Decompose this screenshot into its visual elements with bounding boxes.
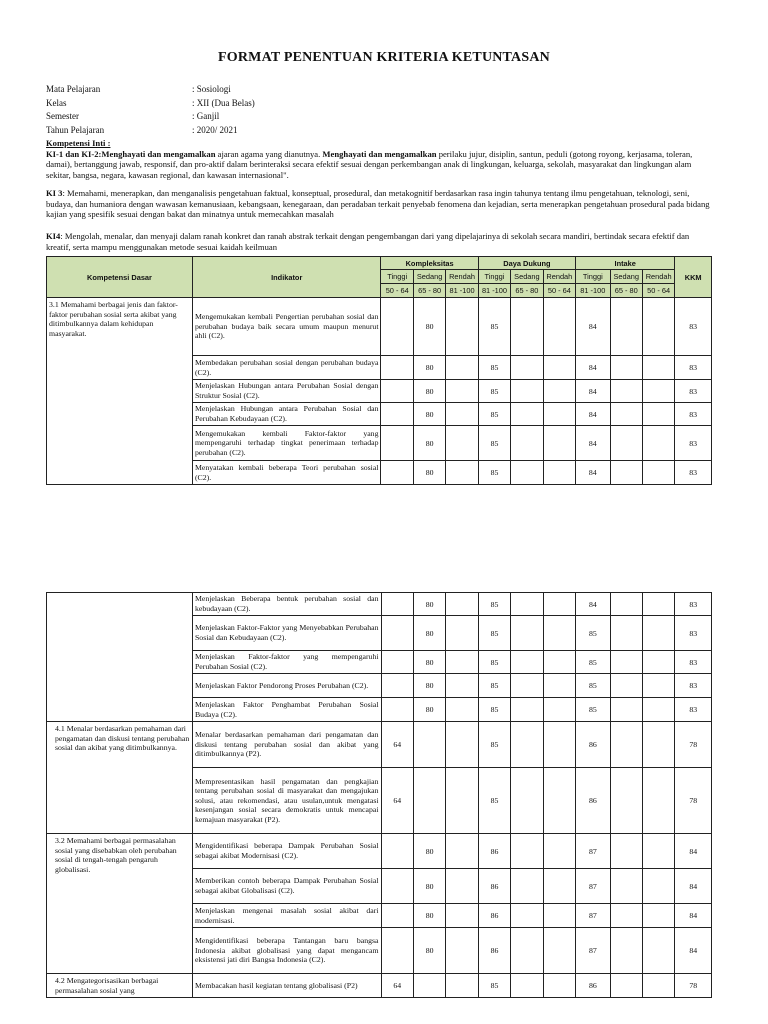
ki-4-paragraph <box>46 231 712 252</box>
table-row <box>47 722 712 768</box>
score-cell <box>610 616 642 651</box>
score-cell <box>446 593 478 616</box>
score-cell: 80 <box>413 904 445 928</box>
score-cell <box>543 380 575 403</box>
score-cell <box>610 356 642 380</box>
header-range: 50 - 64 <box>381 284 413 298</box>
score-cell <box>446 768 478 834</box>
indikator-cell: Menjelaskan Hubungan antara Perubahan Sosial dan Perubahan Kebudayaan (C2). <box>192 403 381 426</box>
score-cell: 80 <box>413 593 445 616</box>
header-level: Tinggi <box>381 270 413 284</box>
meta-label: Kelas <box>46 97 67 108</box>
score-cell <box>642 356 674 380</box>
header-level: Tinggi <box>576 270 610 284</box>
score-cell: 86 <box>478 928 510 974</box>
score-cell <box>381 674 413 698</box>
indikator-cell: Mengemukakan kembali Pengertian perubahan sosial dan perubahan budaya baik secara umum maupun menurut ahli (C2). <box>192 298 381 356</box>
table-row <box>47 298 712 356</box>
header-level: Tinggi <box>478 270 510 284</box>
kkm-cell: 83 <box>675 651 712 674</box>
score-cell: 85 <box>478 403 510 426</box>
score-cell <box>610 593 642 616</box>
score-cell: 80 <box>413 461 445 485</box>
meta-value: : Sosiologi <box>192 84 231 94</box>
score-cell <box>381 426 413 461</box>
score-cell <box>643 722 675 768</box>
score-cell: 80 <box>413 426 445 461</box>
kkm-cell: 83 <box>675 461 712 485</box>
score-cell: 85 <box>576 651 610 674</box>
header-range: 50 - 64 <box>642 284 674 298</box>
score-cell: 84 <box>576 426 610 461</box>
kkm-cell: 78 <box>675 768 712 834</box>
kkm-cell: 83 <box>675 356 712 380</box>
score-cell <box>643 616 675 651</box>
score-cell: 85 <box>478 768 510 834</box>
indikator-cell: Menjelaskan mengenai masalah sosial akibat dari modernisasi. <box>192 904 381 928</box>
score-cell: 86 <box>576 722 610 768</box>
header-range: 65 - 80 <box>511 284 543 298</box>
score-cell: 85 <box>576 674 610 698</box>
score-cell: 85 <box>478 616 510 651</box>
kkm-cell: 84 <box>675 928 712 974</box>
score-cell <box>543 928 575 974</box>
score-cell <box>610 426 642 461</box>
score-cell <box>511 356 543 380</box>
score-cell: 85 <box>478 593 510 616</box>
score-cell <box>511 974 543 998</box>
indikator-cell: Mempresentasikan hasil pengamatan dan pengkajian tentang perubahan sosial di masyarakat dan mengajukan solusi, atau rekomendasi, atau usulan,untuk mengatasi kesenjangan sosial secara demokratis untuk mencapai kemajuan masyarakat (P2). <box>192 768 381 834</box>
indikator-cell: Menjelaskan Faktor-Faktor yang Menyebabkan Perubahan Sosial dan Kebudayaan (C2). <box>192 616 381 651</box>
score-cell <box>610 380 642 403</box>
meta-row-year <box>46 124 255 138</box>
score-cell: 85 <box>478 461 510 485</box>
score-cell <box>413 974 445 998</box>
score-cell <box>381 651 413 674</box>
header-level: Sedang <box>511 270 543 284</box>
score-cell <box>381 298 413 356</box>
score-cell <box>511 616 543 651</box>
score-cell <box>543 768 575 834</box>
indikator-cell: Menjelaskan Faktor-faktor yang mempengaruhi Perubahan Sosial (C2). <box>192 651 381 674</box>
header-kd: Kompetensi Dasar <box>47 257 193 298</box>
score-cell <box>610 768 642 834</box>
score-cell <box>446 298 478 356</box>
score-cell: 86 <box>576 768 610 834</box>
kkm-table-part-2 <box>46 592 712 998</box>
score-cell <box>511 298 543 356</box>
score-cell <box>511 593 543 616</box>
score-cell: 86 <box>478 904 510 928</box>
score-cell: 80 <box>413 698 445 722</box>
score-cell: 85 <box>576 698 610 722</box>
score-cell <box>543 651 575 674</box>
table-row <box>47 834 712 869</box>
score-cell: 80 <box>413 928 445 974</box>
score-cell: 64 <box>381 768 413 834</box>
score-cell <box>511 869 543 904</box>
kompetensi-dasar-cell: 4.2 Mengategorisasikan berbagai permasalahan sosial yang <box>47 974 193 998</box>
score-cell <box>511 904 543 928</box>
score-cell: 85 <box>478 974 510 998</box>
score-cell: 85 <box>478 674 510 698</box>
score-cell <box>610 461 642 485</box>
score-cell: 64 <box>381 974 413 998</box>
score-cell <box>446 616 478 651</box>
score-cell <box>446 651 478 674</box>
score-cell <box>610 869 642 904</box>
score-cell: 87 <box>576 869 610 904</box>
indikator-cell: Menjelaskan Beberapa bentuk perubahan sosial dan kebudayaan (C2). <box>192 593 381 616</box>
score-cell: 80 <box>413 403 445 426</box>
header-level: Rendah <box>543 270 575 284</box>
score-cell <box>446 722 478 768</box>
score-cell: 84 <box>576 356 610 380</box>
score-cell <box>643 768 675 834</box>
score-cell <box>511 426 543 461</box>
score-cell <box>543 722 575 768</box>
score-cell <box>543 426 575 461</box>
score-cell: 84 <box>576 380 610 403</box>
ki-tag: KI4 <box>46 231 61 241</box>
ki-1-2-paragraph <box>46 149 712 181</box>
score-cell: 85 <box>478 426 510 461</box>
meta-label: Tahun Pelajaran <box>46 124 105 135</box>
header-level: Rendah <box>642 270 674 284</box>
score-cell <box>511 403 543 426</box>
indikator-cell: Mengidentifikasi beberapa Tantangan baru bangsa Indonesia akibat globalisasi yang dapat mengancam eksistensi jati diri Bangsa Indonesia (C2). <box>192 928 381 974</box>
score-cell: 85 <box>478 356 510 380</box>
meta-label: Semester <box>46 111 79 121</box>
indikator-cell: Menjelaskan Faktor Penghambat Perubahan Sosial Budaya (C2). <box>192 698 381 722</box>
header-kompleksitas: Kompleksitas <box>381 257 478 270</box>
score-cell <box>446 356 478 380</box>
header-range: 81 -100 <box>478 284 510 298</box>
score-cell: 85 <box>478 298 510 356</box>
score-cell <box>446 426 478 461</box>
score-cell <box>381 928 413 974</box>
score-cell <box>543 974 575 998</box>
ki-emphasis: Menghayati dan mengamalkan <box>322 148 437 159</box>
score-cell <box>543 593 575 616</box>
score-cell <box>446 403 478 426</box>
score-cell <box>511 834 543 869</box>
indikator-cell: Menyatakan kembali beberapa Teori perubahan sosial (C2). <box>192 461 381 485</box>
score-cell <box>511 768 543 834</box>
kompetensi-dasar-cell: 3.2 Memahami berbagai permasalahan sosial yang disebabkan oleh perubahan sosial di tengah-tengah pengaruh globalisasi. <box>47 834 193 974</box>
score-cell <box>381 356 413 380</box>
header-level: Rendah <box>446 270 478 284</box>
table-row <box>47 974 712 998</box>
score-cell: 87 <box>576 904 610 928</box>
indikator-cell: Memberikan contoh beberapa Dampak Perubahan Sosial sebagai akibat Globalisasi (C2). <box>192 869 381 904</box>
score-cell <box>643 698 675 722</box>
ki-text: : Memahami, menerapkan, dan menganalisis pengetahuan faktual, konseptual, prosedural, dan metakognitif berdasarkan rasa ingin tahunya tentang ilmu pengetahuan, teknologi, seni, budaya, dan humaniora dengan wawasan kemanusiaan, kebangsaan, kenegaraan, dan peradaban terkait penyebab fenomena dan kejadian, serta menerapkan pengetahuan prosedural pada bidang kajian yang spesifik sesuai dengan bakat dan minatnya untuk memecahkan masalah <box>46 188 710 220</box>
score-cell <box>511 698 543 722</box>
score-cell: 86 <box>576 974 610 998</box>
score-cell <box>610 722 642 768</box>
header-range: 65 - 80 <box>610 284 642 298</box>
score-cell <box>610 403 642 426</box>
ki-3-paragraph <box>46 188 712 220</box>
score-cell <box>610 834 642 869</box>
kkm-cell: 83 <box>675 593 712 616</box>
score-cell <box>446 698 478 722</box>
score-cell <box>543 834 575 869</box>
indikator-cell: Menjelaskan Hubungan antara Perubahan Sosial dengan Struktur Sosial (C2). <box>192 380 381 403</box>
score-cell: 87 <box>576 928 610 974</box>
score-cell: 85 <box>478 698 510 722</box>
score-cell: 80 <box>413 651 445 674</box>
score-cell <box>413 722 445 768</box>
score-cell <box>381 380 413 403</box>
indikator-cell: Menalar berdasarkan pemahaman dari pengamatan dan diskusi tentang perubahan sosial dan akibat yang ditimbulkannya (P2). <box>192 722 381 768</box>
score-cell <box>381 403 413 426</box>
score-cell <box>643 928 675 974</box>
indikator-cell: Membedakan perubahan sosial dengan perubahan budaya (C2). <box>192 356 381 380</box>
score-cell <box>642 403 674 426</box>
score-cell <box>543 616 575 651</box>
score-cell <box>642 461 674 485</box>
ki-emphasis: Menghayati dan mengamalkan <box>101 148 216 159</box>
kkm-cell: 83 <box>675 674 712 698</box>
score-cell <box>446 674 478 698</box>
ki-heading: Kompetensi Inti : <box>46 138 111 148</box>
ki-1-2-block <box>46 138 712 180</box>
ki-text: ajaran agama yang dianutnya. <box>215 148 323 159</box>
score-cell <box>446 461 478 485</box>
meta-row-subject <box>46 83 255 97</box>
meta-row-class <box>46 97 255 111</box>
score-cell: 85 <box>478 651 510 674</box>
header-range: 65 - 80 <box>413 284 445 298</box>
header-level: Sedang <box>610 270 642 284</box>
score-cell <box>643 674 675 698</box>
score-cell <box>610 298 642 356</box>
score-cell <box>610 904 642 928</box>
header-level: Sedang <box>413 270 445 284</box>
header-range: 50 - 64 <box>543 284 575 298</box>
score-cell <box>543 698 575 722</box>
score-cell <box>381 834 413 869</box>
kompetensi-dasar-cell: 4.1 Menalar berdasarkan pemahaman dari pengamatan dan diskusi tentang perubahan sosial dan akibat yang ditimbulkannya. <box>47 722 193 834</box>
kkm-cell: 84 <box>675 869 712 904</box>
score-cell <box>511 722 543 768</box>
score-cell <box>446 904 478 928</box>
kkm-table-part-1 <box>46 256 712 485</box>
score-cell <box>643 974 675 998</box>
kkm-cell: 78 <box>675 722 712 768</box>
score-cell: 80 <box>413 298 445 356</box>
score-cell <box>543 869 575 904</box>
score-cell <box>543 904 575 928</box>
indikator-cell: Mengemukakan kembali Faktor-faktor yang mempengaruhi terhadap tingkat penerimaan terhadap perubahan (C2). <box>192 426 381 461</box>
header-range: 81 -100 <box>576 284 610 298</box>
score-cell: 80 <box>413 674 445 698</box>
score-cell <box>643 869 675 904</box>
score-cell: 86 <box>478 869 510 904</box>
meta-row-semester <box>46 110 255 124</box>
score-cell: 84 <box>576 593 610 616</box>
indikator-cell: Mengidentifikasi beberapa Dampak Perubahan Sosial sebagai akibat Modernisasi (C2). <box>192 834 381 869</box>
header-intake: Intake <box>576 257 675 270</box>
score-cell: 64 <box>381 722 413 768</box>
table-row <box>47 593 712 616</box>
score-cell: 84 <box>576 461 610 485</box>
kkm-cell: 84 <box>675 834 712 869</box>
kompetensi-dasar-cell: 3.1 Memahami berbagai jenis dan faktor-faktor perubahan sosial serta akibat yang ditimbulkannya dalam kehidupan masyarakat. <box>47 298 193 485</box>
kkm-cell: 83 <box>675 298 712 356</box>
score-cell: 80 <box>413 834 445 869</box>
score-cell: 85 <box>478 722 510 768</box>
kkm-cell: 84 <box>675 904 712 928</box>
score-cell <box>381 869 413 904</box>
score-cell <box>642 380 674 403</box>
score-cell <box>446 834 478 869</box>
ki-text: : Mengolah, menalar, dan menyaji dalam ranah konkret dan ranah abstrak terkait dengan pengembangan dari yang dipelajarinya di sekolah secara mandiri, bertindak secara efektif dan kreatif, serta mampu menggunakan metode sesuai kaidah keilmuan <box>46 231 690 252</box>
page-title: FORMAT PENENTUAN KRITERIA KETUNTASAN <box>218 50 550 65</box>
score-cell <box>511 651 543 674</box>
score-cell <box>446 974 478 998</box>
score-cell: 85 <box>478 380 510 403</box>
meta-value: : Ganjil <box>192 111 220 121</box>
score-cell <box>511 380 543 403</box>
score-cell: 80 <box>413 869 445 904</box>
score-cell <box>543 403 575 426</box>
score-cell <box>511 928 543 974</box>
score-cell <box>543 461 575 485</box>
header-row-groups <box>47 257 712 270</box>
header-range: 81 -100 <box>446 284 478 298</box>
ki-tag: KI 3 <box>46 188 63 198</box>
header-daya-dukung: Daya Dukung <box>478 257 575 270</box>
kkm-cell: 83 <box>675 698 712 722</box>
score-cell <box>381 904 413 928</box>
score-cell: 87 <box>576 834 610 869</box>
indikator-cell: Menjelaskan Faktor Pendorong Proses Perubahan (C2). <box>192 674 381 698</box>
score-cell <box>643 834 675 869</box>
kkm-cell: 83 <box>675 426 712 461</box>
score-cell <box>543 356 575 380</box>
score-cell: 80 <box>413 380 445 403</box>
score-cell <box>643 593 675 616</box>
score-cell <box>643 651 675 674</box>
score-cell <box>381 461 413 485</box>
kkm-cell: 83 <box>675 403 712 426</box>
indikator-cell: Membacakan hasil kegiatan tentang globalisasi (P2) <box>192 974 381 998</box>
score-cell <box>511 461 543 485</box>
score-cell: 85 <box>576 616 610 651</box>
score-cell <box>643 904 675 928</box>
meta-value: : XII (Dua Belas) <box>192 97 255 108</box>
score-cell <box>446 380 478 403</box>
score-cell <box>446 928 478 974</box>
ki-text: perilaku jujur, disiplin, santun, peduli (gotong royong, kerjasama, toleran, damai), bertanggung jawab, responsif, dan pro-aktif dalam berinteraksi secara efektif sesuai dengan perkembangan anak di lingkungan, keluarga, sekolah, masyarakat dan lingkungan alam sekitar, bangsa, negara, kawasan regional, dan kawasan internasional". <box>46 148 693 180</box>
kkm-cell: 83 <box>675 616 712 651</box>
score-cell <box>543 298 575 356</box>
score-cell: 84 <box>576 298 610 356</box>
score-cell <box>610 651 642 674</box>
ki-tag: KI-1 dan KI-2: <box>46 148 102 159</box>
score-cell <box>610 928 642 974</box>
header-indikator: Indikator <box>192 257 381 298</box>
kkm-cell: 78 <box>675 974 712 998</box>
header-kkm: KKM <box>675 257 712 298</box>
meta-block <box>46 83 255 137</box>
score-cell <box>381 593 413 616</box>
score-cell: 80 <box>413 616 445 651</box>
score-cell <box>610 974 642 998</box>
score-cell <box>610 674 642 698</box>
score-cell <box>642 426 674 461</box>
meta-label: Mata Pelajaran <box>46 84 101 94</box>
score-cell <box>381 698 413 722</box>
score-cell <box>446 869 478 904</box>
score-cell <box>642 298 674 356</box>
score-cell <box>381 616 413 651</box>
score-cell: 84 <box>576 403 610 426</box>
meta-value: : 2020/ 2021 <box>192 124 238 135</box>
score-cell: 86 <box>478 834 510 869</box>
score-cell <box>610 698 642 722</box>
kkm-cell: 83 <box>675 380 712 403</box>
kompetensi-dasar-cell <box>47 593 193 722</box>
score-cell: 80 <box>413 356 445 380</box>
score-cell <box>511 674 543 698</box>
score-cell <box>413 768 445 834</box>
score-cell <box>543 674 575 698</box>
